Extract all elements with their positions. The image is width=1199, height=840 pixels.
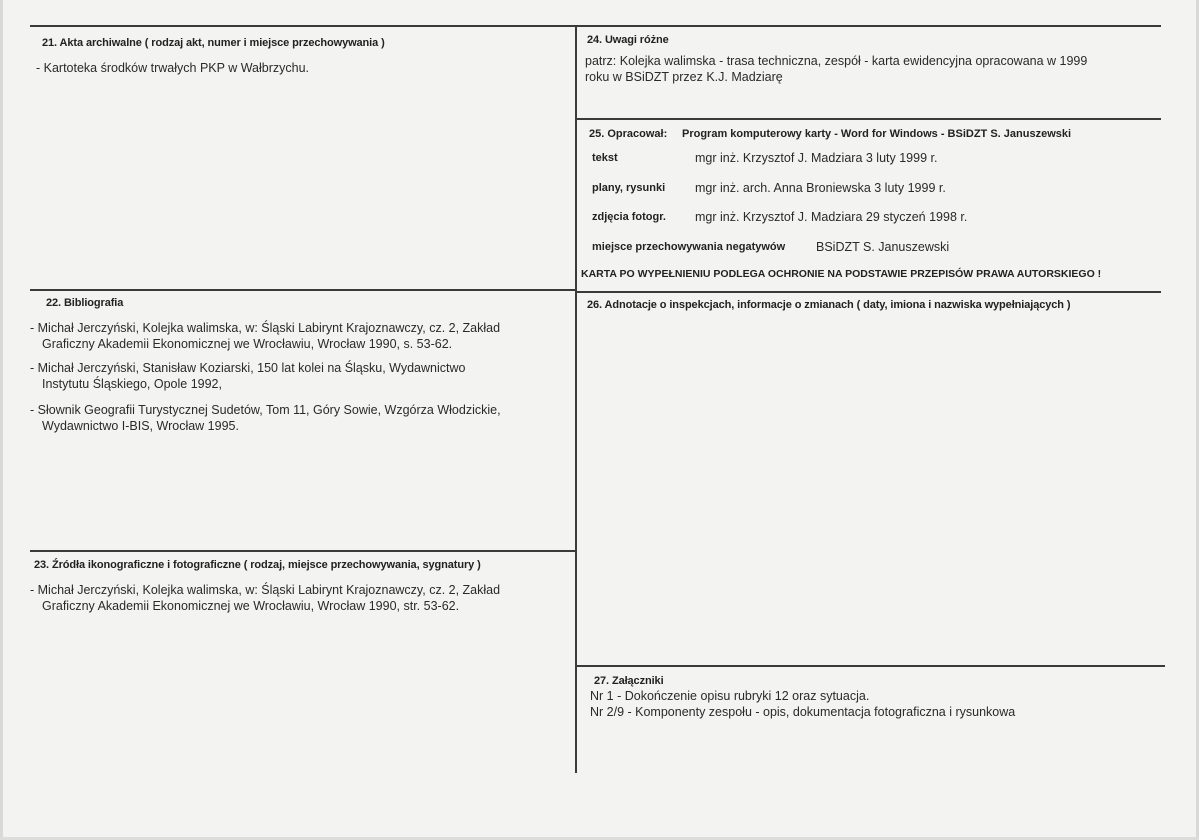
scan-edge-left xyxy=(0,0,3,840)
section-23-header: 23. Źródła ikonograficzne i fotograficzne ( rodzaj, miejsce przechowywania, sygnatury ) xyxy=(34,559,481,571)
rule-21-22 xyxy=(30,289,576,291)
section-23-line2: Graficzny Akademii Ekonomicznej we Wrocławiu, Wrocław 1990, str. 53-62. xyxy=(42,599,460,613)
negatives-value: BSiDZT S. Januszewski xyxy=(816,240,950,254)
row-label-plany: plany, rysunki xyxy=(592,182,666,194)
bibliography-item-3-line2: Wydawnictwo I-BIS, Wrocław 1995. xyxy=(42,419,239,433)
bibliography-item-2-line2: Instytutu Śląskiego, Opole 1992, xyxy=(42,377,222,391)
rule-22-23 xyxy=(30,550,576,552)
section-21-text: - Kartoteka środków trwałych PKP w Wałbrzychu. xyxy=(36,61,310,75)
bibliography-item-1-line2: Graficzny Akademii Ekonomicznej we Wrocławiu, Wrocław 1990, s. 53-62. xyxy=(42,337,453,351)
copyright-notice: KARTA PO WYPEŁNIENIU PODLEGA OCHRONIE NA PODSTAWIE PRZEPISÓW PRAWA AUTORSKIEGO ! xyxy=(581,268,1102,280)
section-21-header: 21. Akta archiwalne ( rodzaj akt, numer i miejsce przechowywania ) xyxy=(42,37,385,49)
top-rule xyxy=(30,25,1161,27)
negatives-label: miejsce przechowywania negatywów xyxy=(592,241,786,253)
row-label-zdjecia: zdjęcia fotogr. xyxy=(592,211,666,223)
rule-24-25 xyxy=(576,118,1161,120)
row-value-tekst: mgr inż. Krzysztof J. Madziara 3 luty 1999 r. xyxy=(695,151,938,165)
section-27-line1: Nr 1 - Dokończenie opisu rubryki 12 oraz sytuacja. xyxy=(590,689,870,703)
section-22-header: 22. Bibliografia xyxy=(46,297,124,309)
center-divider xyxy=(575,25,577,773)
section-24-line1: patrz: Kolejka walimska - trasa techniczna, zespół - karta ewidencyjna opracowana w 1999 xyxy=(585,54,1088,68)
rule-25-26 xyxy=(576,291,1161,293)
section-25-header-value: Program komputerowy karty - Word for Windows - BSiDZT S. Januszewski xyxy=(682,128,1072,140)
section-23-line1: - Michał Jerczyński, Kolejka walimska, w: Śląski Labirynt Krajoznawczy, cz. 2, Zakład xyxy=(30,583,501,597)
bibliography-item-1-line1: - Michał Jerczyński, Kolejka walimska, w: Śląski Labirynt Krajoznawczy, cz. 2, Zakład xyxy=(30,321,501,335)
rule-26-27 xyxy=(576,665,1165,667)
bibliography-item-3-line1: - Słownik Geografii Turystycznej Sudetów, Tom 11, Góry Sowie, Wzgórza Włodzickie, xyxy=(30,403,501,417)
section-24-line2: roku w BSiDZT przez K.J. Madziarę xyxy=(585,70,783,84)
section-24-header: 24. Uwagi różne xyxy=(587,34,669,46)
bibliography-item-2-line1: - Michał Jerczyński, Stanisław Koziarski, 150 lat kolei na Śląsku, Wydawnictwo xyxy=(30,361,466,375)
row-label-tekst: tekst xyxy=(592,152,618,164)
section-26-header: 26. Adnotacje o inspekcjach, informacje o zmianach ( daty, imiona i nazwiska wypełniających ) xyxy=(587,299,1071,311)
section-27-line2: Nr 2/9 - Komponenty zespołu - opis, dokumentacja fotograficzna i rysunkowa xyxy=(590,705,1016,719)
row-value-zdjecia: mgr inż. Krzysztof J. Madziara 29 styczeń 1998 r. xyxy=(695,210,968,224)
section-27-header: 27. Załączniki xyxy=(594,675,664,687)
section-25-header-label: 25. Opracował: xyxy=(589,128,668,140)
row-value-plany: mgr inż. arch. Anna Broniewska 3 luty 1999 r. xyxy=(695,181,946,195)
